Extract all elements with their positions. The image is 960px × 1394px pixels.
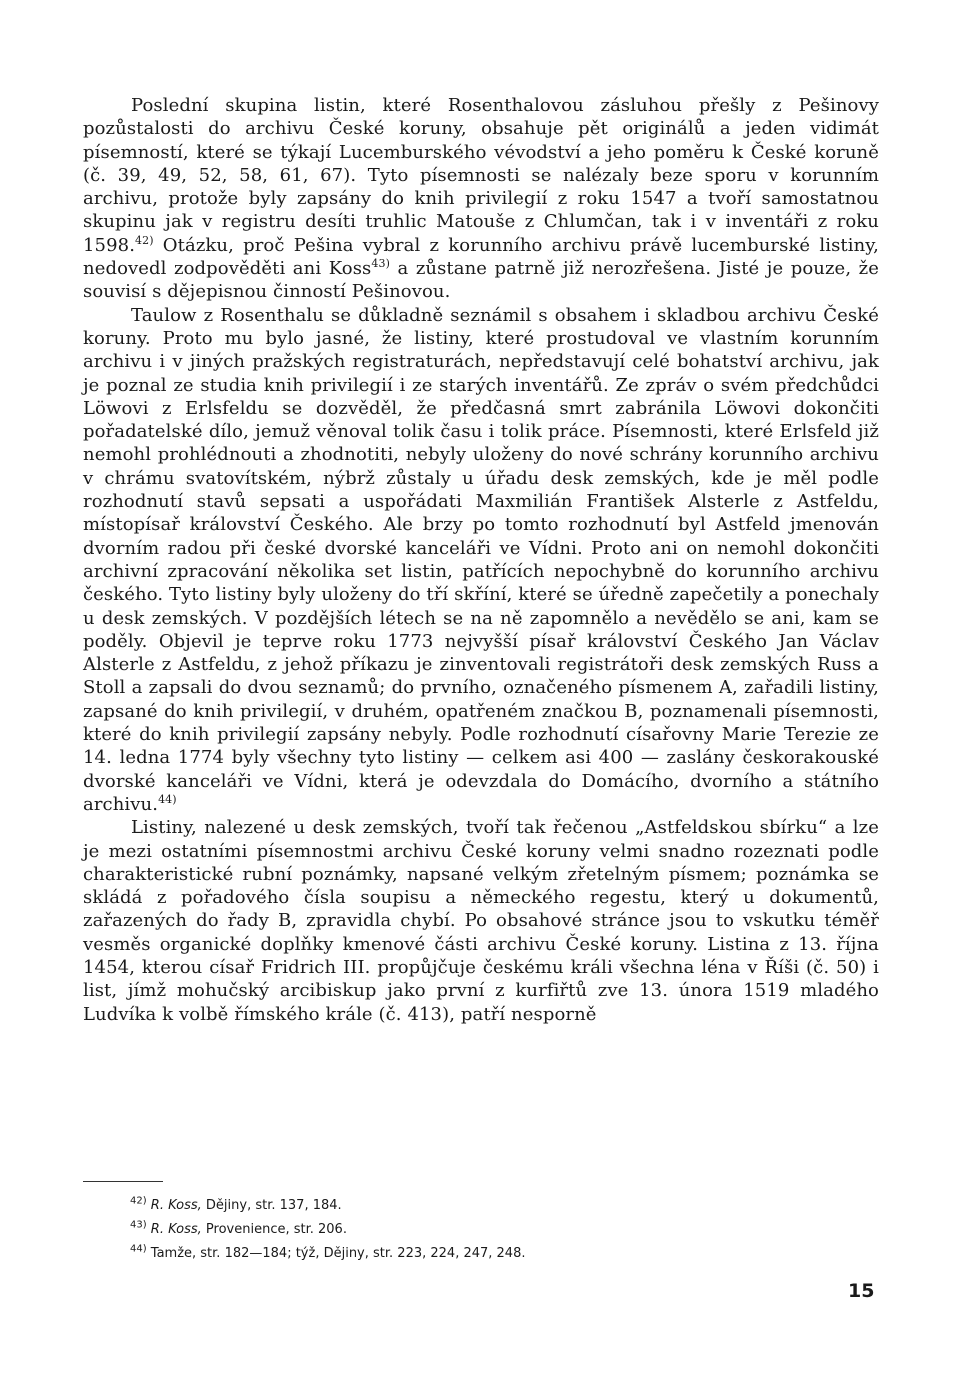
footnote-author: R. Koss, [150, 1222, 202, 1237]
main-text [83, 94, 879, 1026]
paragraph-3 [83, 816, 879, 1026]
footnote-number: 44) [130, 1243, 147, 1255]
paragraph-text: a zůstane patrně již nerozřešena. Jisté je pouze, že souvisí s dějepisnou činností Pešinovou. [83, 258, 879, 303]
footnote-author: R. Koss, [150, 1198, 202, 1213]
footnote-text: Dějiny, str. 137, 184. [201, 1198, 342, 1213]
footnote-reference: 43) [371, 257, 390, 271]
paragraph-1 [83, 94, 879, 304]
footnote-44 [130, 1242, 830, 1266]
footnote-reference: 42) [135, 233, 154, 247]
footnote-number: 43) [130, 1219, 147, 1231]
paragraph-text: Listiny, nalezené u desk zemských, tvoří tak řečenou „Astfeldskou sbírku“ a lze je mezi ostatními písemnostmi archivu České koruny velmi snadno rozeznati podle charakteristické rubní poznámky, napsané velkým zřetelným písmem; poznámka se skládá z pořadového čísla soupisu a německého regestu, který u dokumentů, zařazených do řady B, zpravidla chybí. Po obsahové stránce jsou to vskutku téměř vesměs organické doplňky kmenové části archivu České koruny. Listina z 13. října 1454, kterou císař Fridrich III. propůjčuje českému králi všechna léna v Říši (č. 50) i list, jímž mohučský arcibiskup jako první z kurfiřtů zve 13. února 1519 mladého Ludvíka k volbě římského krále (č. 413), patří nesporně [83, 817, 879, 1025]
footnote-reference: 44) [158, 792, 177, 806]
paragraph-2 [83, 304, 879, 817]
paragraph-text: Taulow z Rosenthalu se důkladně seznámil s obsahem i skladbou archivu České koruny. Proto mu bylo jasné, že listiny, které prostudoval ve vlastním korunním archivu i v jiných pražských registraturách, nepředstavují celé bohatství archivu, jak je poznal ze studia knih privilegií i ze starých inventářů. Ze zpráv o svém předchůdci Löwovi z Erlsfeldu se dozvěděl, že předčasná smrt zabránila Löwovi dokončiti pořadatelské dílo, jemuž věnoval tolik času i tolik práce. Písemnosti, které Erlsfeld již nemohl prohlédnouti a zhodnotiti, nebyly uloženy do nové schrány korunního archivu v chrámu svatovítském, nýbrž zůstaly u úřadu desk zemských, kde je měl podle rozhodnutí stavů sepsati a uspořádati Maxmilián František Alsterle z Astfeldu, místopísař království Českého. Ale brzy po tomto rozhodnutí byl Astfeld jmenován dvorním radou při české dvorské kanceláři ve Vídni. Proto ani on nemohl dokončiti archivní zpracování několika set listin, patřících nepochybně do korunního archivu českého. Tyto listiny byly uloženy do tří skříní, které se úředně zapečetily a ponechaly u desk zemských. V pozdějších létech se na ně zapomnělo a nevědělo se ani, kam se poděly. Objevil je teprve roku 1773 nejvyšší písař království Českého Jan Václav Alsterle z Astfeldu, z jehož příkazu je zinventovali registrátoři desk zemských Russ a Stoll a zapsali do dvou seznamů; do prvního, označeného písmenem A, zařadili listiny, zapsané do knih privilegií, v druhém, opatřeném značkou B, poznamenali písemnosti, které do knih privilegií zapsány nebyly. Podle rozhodnutí císařovny Marie Terezie ze 14. ledna 1774 byly všechny tyto listiny — celkem asi 400 — zaslány českorakouské dvorské kanceláři ve Vídni, která je odevzdala do Domácího, dvorního a státního archivu. [83, 304, 879, 815]
footnote-text: Provenience, str. 206. [201, 1222, 347, 1237]
footnotes [130, 1194, 830, 1266]
footnote-43 [130, 1218, 830, 1242]
paragraph-text: Otázku, proč Pešina vybral z korunního archivu právě lucemburské listiny, nedovedl zodpověděti ani Koss [83, 234, 879, 280]
footnote-number: 42) [130, 1195, 147, 1207]
page-number: 15 [848, 1280, 875, 1302]
footnote-42 [130, 1194, 830, 1218]
footnote-text: Tamže, str. 182—184; týž, Dějiny, str. 223, 224, 247, 248. [150, 1246, 526, 1261]
footnote-divider [83, 1181, 163, 1182]
paragraph-text: Poslední skupina listin, které Rosenthalovou zásluhou přešly z Pešinovy pozůstalosti do archivu České koruny, obsahuje pět originálů a jeden vidimát písemností, které se týkají Lucemburského vévodství a jeho poměru k České koruně (č. 39, 49, 52, 58, 61, 67). Tyto písemnosti se nalézaly beze sporu v korunním archivu, protože byly zapsány do knih privilegií z roku 1547 a tvoří samostatnou skupinu jak v registru desíti truhlic Matouše z Chlumčan, tak i v inventáři z roku 1598. [83, 95, 879, 256]
